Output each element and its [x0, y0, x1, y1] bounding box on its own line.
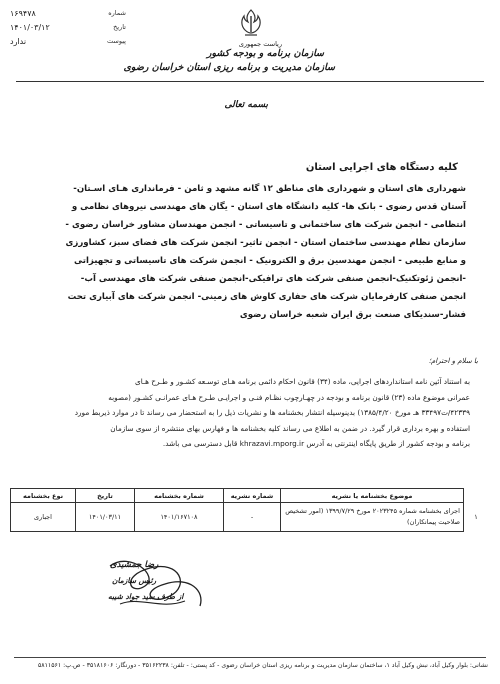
recipient-list [34, 180, 466, 324]
body-line: ۴۲۳۳۹/ت۳۳۴۹۷ هـ مورخ ۱۳۸۵/۴/۲۰) بدینوسیله انتشار بخشنامه ها و نشریات ذیل را به استحضار می رساند تا در موارد ذیربط مورد [74, 408, 470, 418]
row-subject [281, 503, 464, 532]
body-line: به استناد آئین نامه استانداردهای اجرایی، ماده (۳۴) قانون احکام دائمی برنامه هـای توسـعه کشـور و طـرح هـای [135, 377, 470, 386]
row-type: اجباری [11, 503, 76, 532]
letter-body [32, 374, 470, 452]
recipient-line: آستان قدس رضوی - بانک ها- کلیه دانشگاه های استان - یگان های مهندسی نیروهای نظامی و [71, 202, 466, 212]
recipient-heading: کلیه دستگاه های اجرایی استان [305, 162, 458, 173]
table-header-circular: شماره بخشنامه [135, 489, 224, 503]
presidency-label: ریاست جمهوری [238, 40, 282, 48]
salutation: با سلام و احترام؛ [428, 357, 478, 365]
row-circular-number: ۱۴۰۱/۱۶۷۱۰۸ [135, 503, 224, 532]
table-header-subject: موضوع بخشنامه یا نشریه [281, 489, 464, 503]
recipient-line: فشار-سندیکای صنعت برق ایران شعبه خراسان رضوی [239, 310, 466, 320]
meta-number-label: شماره [108, 9, 126, 17]
meta-date-value: ۱۴۰۱/۰۳/۱۲ [10, 22, 50, 32]
meta-attachment-label: پیوست [107, 37, 126, 45]
row-subject-line: اجرای بخشنامه شماره ۲۰۲۳۲۴۵ مورخ ۱۳۹۹/۷/۲۹ (امور تشخیص [285, 507, 460, 515]
signatory-title: رئیس سازمان [112, 576, 157, 585]
table-header-type: نوع بخشنامه [11, 489, 76, 503]
org-title-national: سازمان برنامه و بودجه کشور [206, 48, 324, 59]
footer-address: نشانی: بلوار وکیل آباد، نبش وکیل آباد ۱، ساختمان سازمان مدیریت و برنامه ریزی استان خراسان رضوی - کد پستی: - تلفن: ۳۵۱۶۲۲۳۸ - دورنگار: ۳۵۱۸۱۶۰۶ - ص.پ: ۵۸۱۱۵۶۱ [37, 662, 488, 669]
row-number: ۱ [474, 513, 478, 521]
table-header-date: تاریخ [76, 489, 135, 503]
table-row [11, 503, 489, 532]
recipient-line: انجمن صنفی کارفرمایان شرکت های حفاری کاوش های زمینی- انجمن شرکت های آبیاری تحت [67, 292, 466, 302]
recipient-line: -انجمن ژئوتکنیک-انجمن صنفی شرکت های ترافیکی-انجمن صنفی شرکت های مهندسی آب- [80, 274, 466, 284]
letter-meta [6, 6, 126, 48]
meta-date [6, 20, 126, 34]
row-subject-line: صلاحیت پیمانکاران) [407, 518, 460, 526]
table-header-rownum [464, 489, 489, 503]
table-header-row [11, 489, 489, 503]
row-date: ۱۴۰۱/۰۳/۱۱ [76, 503, 135, 532]
recipient-line: انتظامی - انجمن شرکت های ساختمانی و تاسیساتی - انجمن مهندسان مشاور خراسان رضوی - [65, 220, 466, 230]
signatory-name: رضا جمشیدی [110, 560, 159, 570]
recipient-line: شهرداری های استان و شهرداری های مناطق ۱۲ گانه مشهد و ثامن - فرمانداری هـای اسـتان- [73, 184, 466, 194]
meta-number-value: ۱۶۹۴۷۸ [10, 8, 36, 18]
invocation-heading: بسمه تعالی [224, 100, 268, 110]
meta-attachment-value: ندارد [10, 36, 27, 46]
org-title-provincial: سازمان مدیریت و برنامه ریزی استان خراسان رضوی [123, 62, 335, 73]
header-divider [16, 81, 484, 82]
footer-divider [14, 657, 486, 658]
meta-attachment [6, 34, 126, 48]
iran-emblem-icon [238, 8, 264, 38]
body-line: برنامه و بودجه کشور از طریق پایگاه اینترنتی به آدرس khrazavi.mporg.ir قابل دسترسی می باشد. [162, 439, 470, 449]
circulars-table [10, 488, 488, 532]
signatory-on-behalf: از طرف سید جواد شیبه [108, 592, 184, 601]
body-line: عمرانی موضوع ماده (۲۳) قانون برنامه و بودجه در چهـارچوب نظـام فنـی و اجرایـی طـرح هـای عمرانـی کشـور (مصوبه [108, 392, 470, 402]
row-publication-number: - [224, 503, 281, 532]
meta-date-label: تاریخ [113, 23, 126, 31]
signature-scribble-icon [90, 546, 220, 624]
table-header-publication: شماره نشریه [224, 489, 281, 503]
recipient-line: سازمان نظام مهندسی ساختمان استان - انجمن تاثیر- انجمن شرکت های فضای سبز، کشاورزی [65, 238, 466, 248]
meta-number [6, 6, 126, 20]
body-line: استفاده و بهره برداری قرار گیرد. در ضمن به اطلاع می رساند کلیه بخشنامه ها و فهارس بهای منتشره از سوی سازمان [110, 423, 470, 433]
recipient-line: و منابع طبیعی - انجمن مهندسین برق و الکترونیک - انجمن شرکت های تاسیساتی و تجهیزاتی [74, 256, 466, 266]
